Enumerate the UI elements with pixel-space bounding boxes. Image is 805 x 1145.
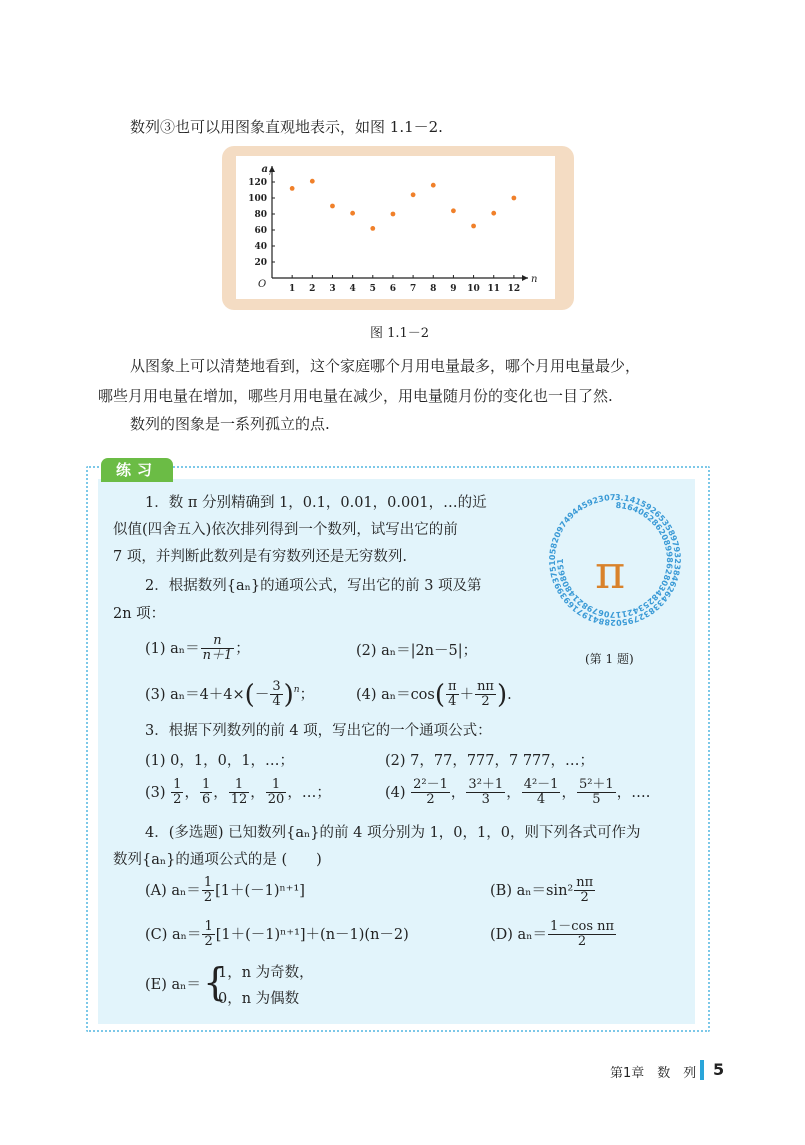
fraction (266, 778, 287, 808)
fraction (229, 778, 250, 808)
fraction-numerator: 2²－1 (413, 777, 448, 792)
fraction-numerator: 4²－1 (523, 777, 559, 792)
option-b-prefix: (B) aₙ＝sin² (490, 882, 574, 899)
q2-item-2: (2) aₙ＝|2n－5|； (356, 643, 478, 659)
origin-label: O (258, 279, 267, 290)
fraction-numerator: π (448, 679, 457, 694)
left-paren: ( (434, 679, 446, 710)
data-point (471, 224, 476, 229)
q3-item-2: (2) 7，77，777，7 777，…； (385, 753, 595, 769)
q3-line-1: 3．根据下列数列的前 4 项，写出它的一个通项公式： (145, 723, 492, 739)
fraction-denominator: 4 (272, 694, 281, 710)
option-d (490, 920, 617, 950)
fraction-denominator: 2 (426, 792, 435, 808)
scatter-chart (236, 156, 555, 299)
data-point (370, 226, 375, 231)
y-tick-label: 40 (254, 242, 267, 252)
separator: ， (287, 784, 302, 801)
figure-caption: 图 1.1－2 (370, 326, 430, 341)
x-tick-label: 1 (289, 284, 296, 294)
q1-line-1: 1．数 π 分别精确到 1，0.1，0.01，0.001，…的近 (145, 495, 487, 511)
fraction-numerator: 5²＋1 (578, 777, 614, 792)
separator: ， (213, 784, 228, 801)
option-c-prefix: (C) aₙ＝ (145, 926, 202, 943)
data-point (511, 196, 516, 201)
pi-symbol-icon: π (595, 545, 626, 599)
q2-line-2: 2n 项： (113, 606, 166, 622)
option-e-case-2: 0，n 为偶数 (218, 991, 300, 1007)
pi-digits-path: 3.14159265358979323846264338327950288419716939937510582097494459230781640628620899862803482534211706798214808651 (547, 492, 682, 628)
intro-text: 数列③也可以用图象直观地表示，如图 1.1－2. (130, 118, 443, 136)
x-tick-label: 10 (467, 284, 480, 294)
brace: { (203, 960, 228, 1004)
option-a-prefix: (A) aₙ＝ (145, 882, 201, 899)
q1-line-2: 似值(四舍五入)依次排列得到一个数列，试写出它的前 (113, 522, 458, 538)
data-point (290, 186, 295, 191)
paragraph-1-line-2: 哪些月用电量在增加，哪些月用电量在减少，用电量随月份的变化也一目了然. (98, 387, 613, 405)
fraction (270, 680, 282, 710)
right-paren: ) (496, 679, 508, 710)
x-tick-label: 2 (309, 284, 316, 294)
fraction-numerator: 1 (173, 777, 182, 792)
q1-line-3: 7 项，并判断此数列是有穷数列还是无穷数列. (113, 549, 407, 565)
fraction-denominator: 2 (204, 934, 213, 950)
footer-divider (700, 1060, 704, 1080)
option-e-prefix: (E) aₙ＝ (145, 977, 201, 993)
option-c (145, 920, 409, 950)
x-tick-label: 12 (507, 284, 521, 294)
fraction (411, 778, 450, 808)
option-a-suffix: [1＋(－1)ⁿ⁺¹] (215, 882, 305, 899)
q3-item-4-prefix: (4) (385, 784, 411, 801)
y-axis-label-subscript: n (269, 170, 273, 177)
separator: ， (616, 784, 632, 801)
data-point (491, 211, 496, 216)
q4-line-2: 数列{aₙ}的通项公式的是 ( ) (113, 852, 322, 868)
fraction-denominator: 4 (448, 694, 457, 710)
data-point (391, 212, 396, 217)
fraction (171, 778, 183, 808)
y-tick-label: 120 (248, 178, 267, 188)
paragraph-2: 数列的图象是一系列孤立的点. (130, 415, 330, 433)
fraction (446, 680, 459, 710)
q3-item-3 (145, 778, 331, 808)
fraction-numerator: 1 (229, 778, 250, 793)
separator: ， (250, 784, 265, 801)
q3-item-3-prefix: (3) (145, 784, 171, 801)
fraction-denominator: 20 (267, 792, 285, 808)
option-e-case-1: 1，n 为奇数， (218, 965, 314, 981)
x-tick-label: 6 (389, 284, 397, 294)
fraction-denominator: 5 (592, 792, 601, 808)
q2-item-4-prefix: (4) aₙ＝cos (356, 686, 435, 703)
option-e (145, 976, 201, 995)
q1-figure-caption: (第 1 题) (585, 652, 634, 666)
q3-item-1: (1) 0，1，0，1，…； (145, 753, 295, 769)
q2-item-1-suffix: ； (235, 640, 250, 657)
fraction-denominator: 4 (536, 792, 546, 808)
left-paren: ( (244, 679, 255, 710)
separator: ， (450, 784, 466, 801)
separator: ， (184, 784, 199, 801)
fraction-numerator: 1 (266, 778, 287, 793)
y-axis-label: a (261, 164, 268, 175)
option-d-prefix: (D) aₙ＝ (490, 926, 547, 943)
data-point (431, 183, 436, 188)
data-point (451, 208, 456, 213)
data-point (330, 204, 335, 209)
q4-line-1: 4．(多选题) 已知数列{aₙ}的前 4 项分别为 1，0，1，0，则下列各式可作为 (145, 825, 641, 841)
fraction (202, 920, 214, 950)
fraction (466, 778, 505, 808)
option-c-suffix: [1＋(－1)ⁿ⁺¹]＋(n－1)(n－2) (215, 926, 409, 943)
fraction-numerator: n (201, 634, 235, 649)
fraction-denominator: 6 (201, 792, 211, 808)
q2-item-3: (3) aₙ＝4＋4×(－ $\frac{3}{4}$ )$^n$； (145, 679, 315, 710)
fraction-numerator: 1 (204, 919, 213, 934)
y-tick-label: 100 (248, 194, 267, 204)
fraction-denominator: n＋1 (202, 648, 233, 664)
data-point (310, 179, 315, 184)
exponent: n (293, 684, 300, 695)
fraction-numerator: 3²＋1 (468, 777, 504, 792)
fraction-denominator: 12 (230, 792, 248, 808)
data-point (350, 211, 355, 216)
separator: ， (506, 784, 521, 801)
x-tick-label: 3 (329, 284, 336, 294)
q2-line-1: 2．根据数列{aₙ}的通项公式，写出它的前 3 项及第 (145, 578, 482, 594)
q2-item-3-prefix: (3) aₙ＝4＋4× (145, 686, 245, 703)
fraction (577, 778, 616, 808)
q2-item-1 (145, 634, 250, 664)
exercise-tab: 练习 (101, 458, 173, 482)
fraction (548, 920, 616, 950)
fraction-denominator: 2 (481, 694, 490, 710)
x-tick-label: 11 (487, 284, 500, 294)
q2-item-1-prefix: (1) aₙ＝ (145, 640, 200, 657)
fraction-numerator: 3 (272, 679, 281, 694)
fraction-denominator: 2 (577, 934, 587, 950)
fraction (201, 634, 235, 664)
fraction-numerator: 1－cos nπ (549, 919, 615, 934)
fraction (522, 778, 561, 808)
x-tick-label: 9 (450, 284, 457, 294)
option-a (145, 876, 305, 906)
q3-item-3-suffix: …； (301, 784, 331, 801)
fraction-numerator: 1 (203, 875, 213, 890)
y-tick-label: 60 (254, 226, 267, 236)
x-tick-label: 7 (409, 284, 417, 294)
fraction-numerator: nπ (477, 679, 494, 694)
paragraph-1-line-1: 从图象上可以清楚地看到，这个家庭哪个月用电量最多，哪个月用电量最少， (130, 357, 641, 375)
fraction-denominator: 2 (580, 890, 589, 906)
q2-item-4: (4) aₙ＝cos( $\frac{\pi}{4}$ ＋ $\frac{n\pi}{2}$ ). (356, 679, 512, 710)
fraction (202, 876, 214, 906)
page-number: 5 (713, 1060, 725, 1079)
x-tick-label: 5 (369, 284, 376, 294)
x-tick-label: 8 (430, 284, 437, 294)
fraction-denominator: 2 (173, 792, 182, 808)
chapter-title: 第1章 数 列 (610, 1066, 697, 1081)
fraction (200, 778, 212, 808)
fraction-denominator: 2 (203, 890, 213, 906)
fraction-numerator: 1 (201, 777, 211, 792)
x-axis-label: n (531, 274, 538, 285)
x-tick-label: 4 (349, 284, 356, 294)
separator: ， (561, 784, 576, 801)
fraction-numerator: nπ (576, 875, 594, 890)
fraction (574, 876, 595, 906)
data-point (411, 192, 416, 197)
x-axis-arrow (522, 275, 528, 281)
option-b (490, 876, 596, 906)
y-tick-label: 20 (254, 258, 267, 268)
fraction-denominator: 3 (481, 792, 490, 808)
figure-panel (236, 156, 555, 299)
right-paren: ) (283, 679, 294, 710)
q3-item-4-suffix: …. (631, 784, 651, 801)
q3-item-4 (385, 778, 650, 808)
fraction (475, 680, 496, 710)
y-tick-label: 80 (254, 210, 267, 220)
